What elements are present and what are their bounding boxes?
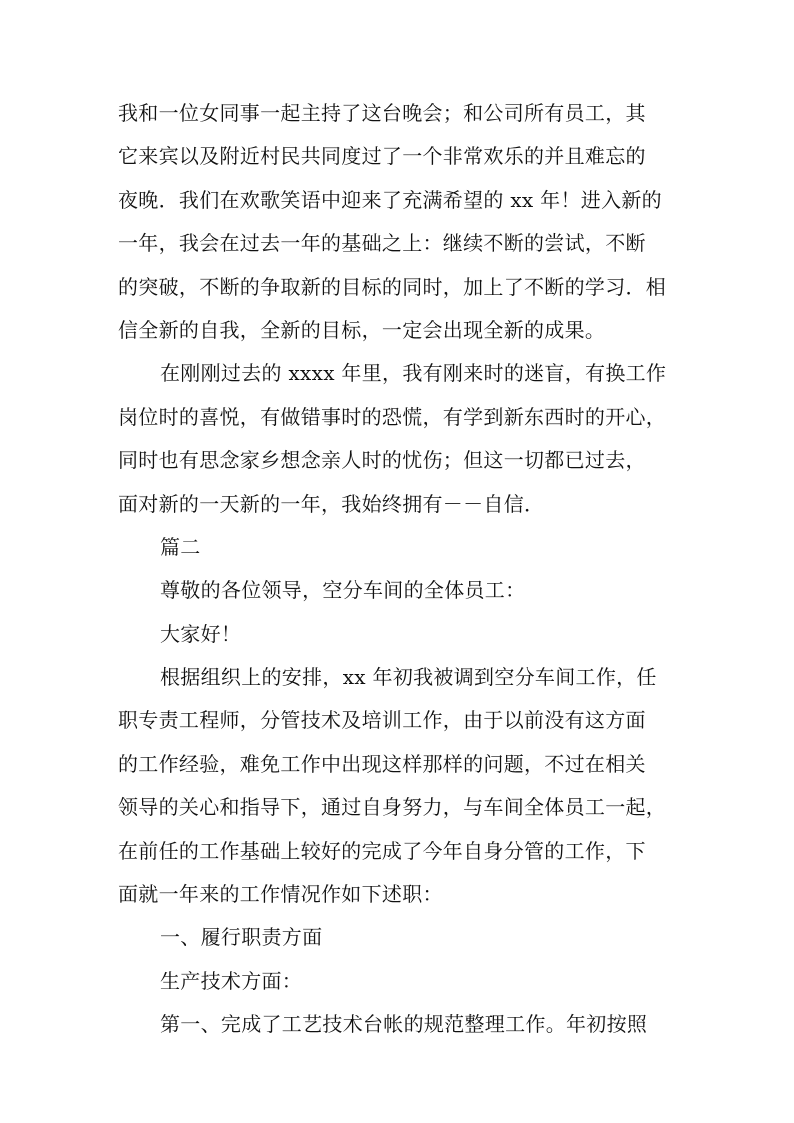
salutation-line: 尊敬的各位领导，空分车间的全体员工：	[160, 578, 526, 603]
subsection-heading: 生产技术方面：	[160, 968, 303, 993]
text-line: 的突破，不断的争取新的目标的同时，加上了不断的学习．相	[118, 274, 667, 299]
greeting-line: 大家好！	[160, 621, 242, 646]
text-line: 领导的关心和指导下，通过自身努力，与车间全体员工一起，	[118, 795, 667, 820]
text-line: 它来宾以及附近村民共同度过了一个非常欢乐的并且难忘的	[118, 144, 646, 169]
paragraph-start-line: 根据组织上的安排，xx 年初我被调到空分车间工作，任	[160, 665, 657, 690]
subsection-heading: 一、履行职责方面	[160, 925, 323, 950]
text-line: 的工作经验，难免工作中出现这样那样的问题，不过在相关	[118, 751, 646, 776]
document-body	[118, 92, 678, 1047]
paragraph-start-line: 第一、完成了工艺技术台帐的规范整理工作。年初按照	[160, 1012, 648, 1037]
text-line: 一年，我会在过去一年的基础之上：继续不断的尝试，不断	[118, 231, 646, 256]
text-line: 同时也有思念家乡想念亲人时的忧伤；但这一切都已过去，	[118, 448, 646, 473]
text-line: 信全新的自我，全新的目标，一定会出现全新的成果。	[118, 317, 606, 342]
text-line: 我和一位女同事一起主持了这台晚会；和公司所有员工，其	[118, 101, 646, 125]
section-heading: 篇二	[160, 534, 201, 559]
text-line: 岗位时的喜悦，有做错事时的恐慌，有学到新东西时的开心，	[118, 404, 667, 429]
text-line: 夜晚．我们在欢歌笑语中迎来了充满希望的 xx 年！进入新的	[118, 187, 662, 212]
text-line: 面就一年来的工作情况作如下述职：	[118, 882, 443, 907]
text-line: 职专责工程师，分管技术及培训工作，由于以前没有这方面	[118, 708, 646, 733]
paragraph-start-line: 在刚刚过去的 xxxx 年里，我有刚来时的迷盲，有换工作	[160, 361, 667, 386]
text-line: 在前任的工作基础上较好的完成了今年自身分管的工作，下	[118, 838, 646, 863]
text-line: 面对新的一天新的一年，我始终拥有－－自信．	[118, 491, 545, 516]
